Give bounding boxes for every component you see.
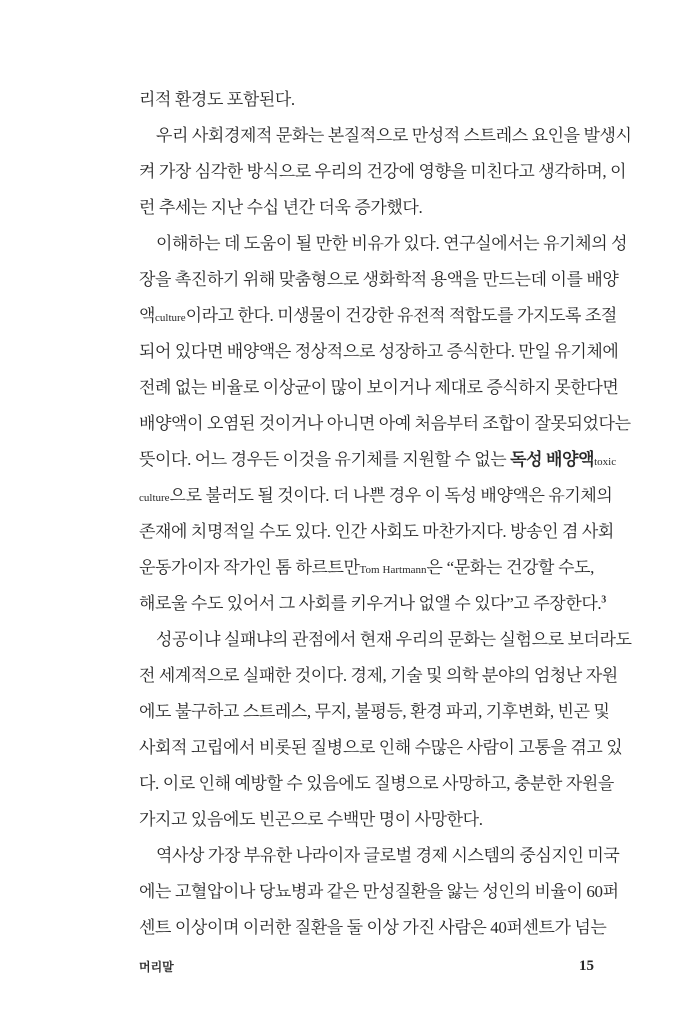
english-term: Tom Hartmann [359,564,427,576]
text-line: 역사상 가장 부유한 나라이자 글로벌 경제 시스템의 중심지인 미국 [156,846,620,865]
text-run: 해로울 수도 있어서 그 사회를 키우거나 없앨 수 있다”고 주장한다. [139,594,602,613]
text-line [139,586,606,622]
text-line: 장을 촉진하기 위해 맞춤형으로 생화학적 용액을 만드는데 이를 배양 [139,270,619,289]
text-run: 으로 불러도 될 것이다. 더 나쁜 경우 이 독성 배양액은 유기체의 [169,486,613,505]
text-line: 에도 불구하고 스트레스, 무지, 불평등, 환경 파괴, 기후변화, 빈곤 및 [139,702,610,721]
text-line [139,442,617,478]
text-line: 가지고 있음에도 빈곤으로 수백만 명이 사망한다. [139,810,483,829]
text-run: 뜻이다. 어느 경우든 이것을 유기체를 지원할 수 없는 [139,450,511,469]
footnote-ref[interactable]: 3 [601,594,606,606]
page-footer [139,958,594,980]
text-line: 전례 없는 비율로 이상균이 많이 보이거나 제대로 증식하지 못한다면 [139,378,619,397]
text-line: 배양액이 오염된 것이거나 아니면 아예 처음부터 조합이 잘못되었다는 [139,414,631,433]
text-line [139,298,617,334]
bold-term: 독성 배양액 [510,450,595,469]
text-line: 런 추세는 지난 수십 년간 더욱 증가했다. [139,198,423,217]
section-title: 머리말 [139,960,174,974]
text-line: 성공이냐 실패냐의 관점에서 현재 우리의 문화는 실험으로 보더라도 [156,630,632,649]
page-number: 15 [579,958,594,974]
text-line: 켜 가장 심각한 방식으로 우리의 건강에 영향을 미친다고 생각하며, 이 [139,162,627,181]
text-line: 사회적 고립에서 비롯된 질병으로 인해 수많은 사람이 고통을 겪고 있 [139,738,623,757]
english-term: toxic [594,456,617,468]
english-term: culture [155,312,186,324]
page-body-text [139,82,632,946]
text-line: 존재에 치명적일 수도 있다. 인간 사회도 마찬가지다. 방송인 겸 사회 [139,522,614,541]
text-line: 센트 이상이며 이러한 질환을 둘 이상 가진 사람은 40퍼센트가 넘는 [139,918,607,937]
text-line: 리적 환경도 포함된다. [139,90,295,109]
text-line [139,478,613,514]
text-run: 은 “문화는 건강할 수도, [426,558,594,577]
text-line: 되어 있다면 배양액은 정상적으로 성장하고 증식한다. 만일 유기체에 [139,342,619,361]
text-line: 우리 사회경제적 문화는 본질적으로 만성적 스트레스 요인을 발생시 [156,126,632,145]
english-term: culture [139,492,170,504]
text-line [139,550,594,586]
text-run: 운동가이자 작가인 톰 하르트만 [139,558,360,577]
text-run: 액 [139,306,156,325]
text-line: 이해하는 데 도움이 될 만한 비유가 있다. 연구실에서는 유기체의 성 [156,234,628,253]
text-line: 에는 고혈압이나 당뇨병과 같은 만성질환을 앓는 성인의 비율이 60퍼 [139,882,619,901]
text-line: 다. 이로 인해 예방할 수 있음에도 질병으로 사망하고, 충분한 자원을 [139,774,614,793]
text-run: 이라고 한다. 미생물이 건강한 유전적 적합도를 가지도록 조절 [185,306,617,325]
text-line: 전 세계적으로 실패한 것이다. 경제, 기술 및 의학 분야의 엄청난 자원 [139,666,618,685]
